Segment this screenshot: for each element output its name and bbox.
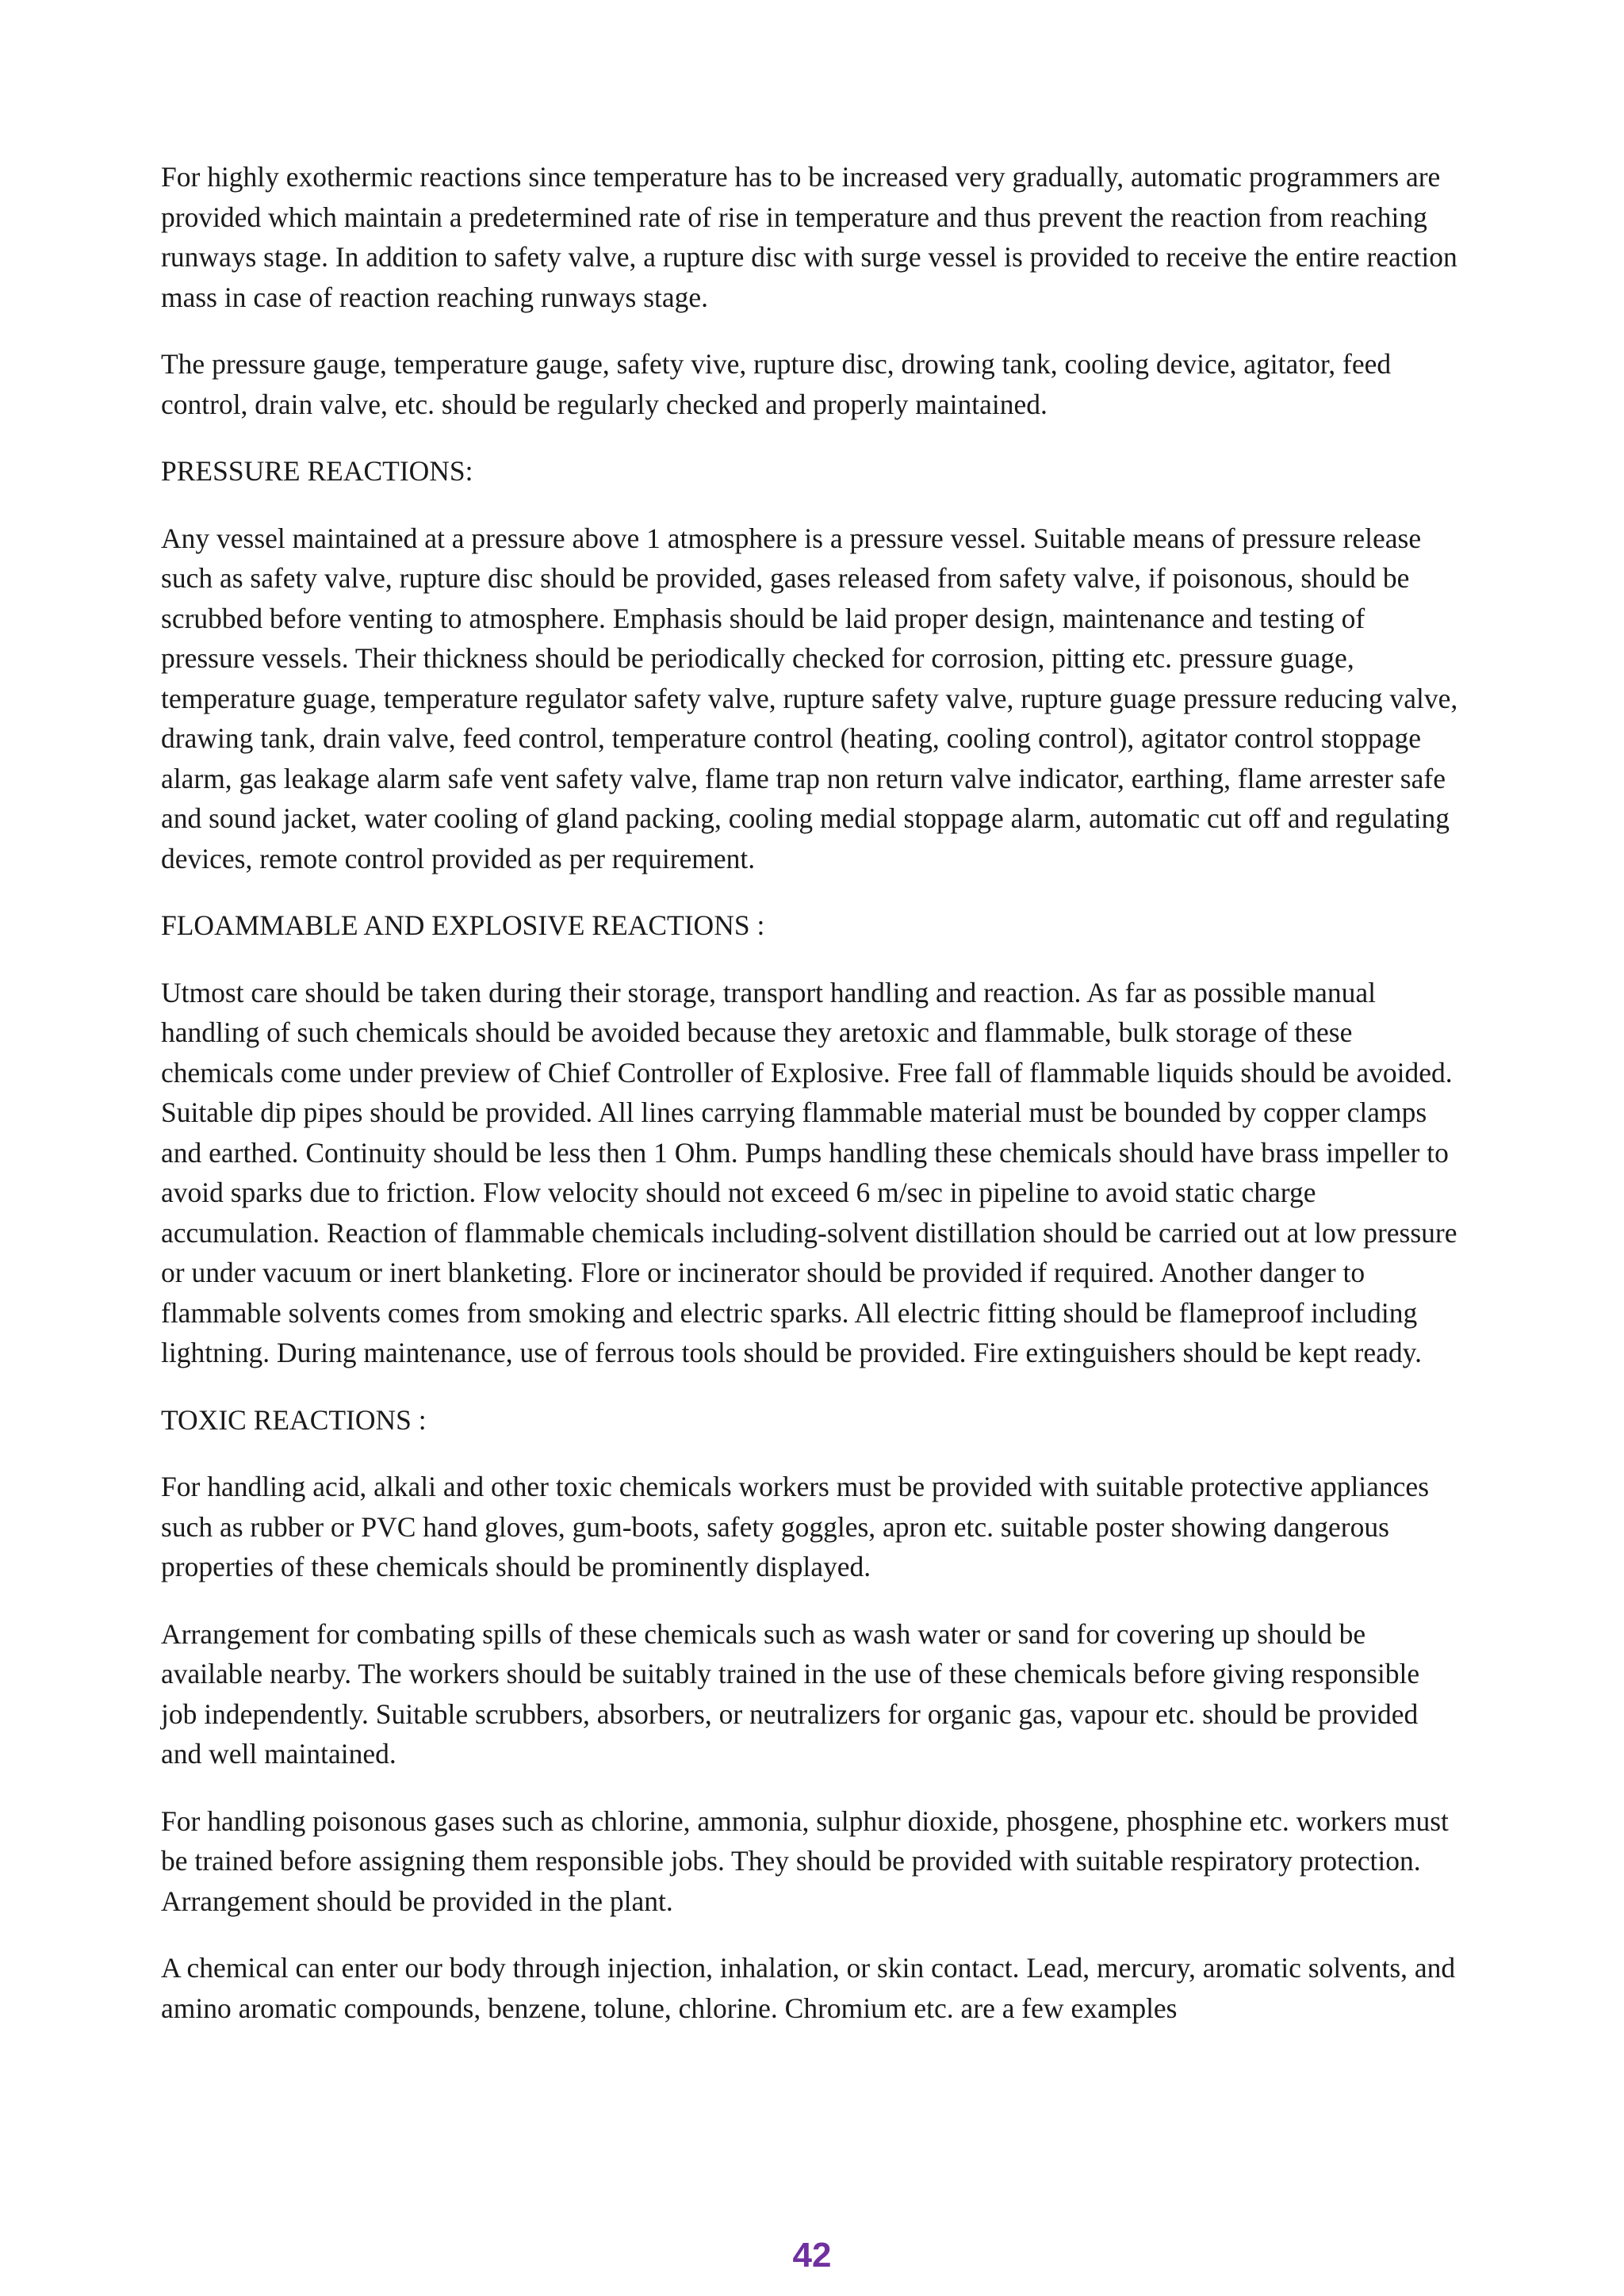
- document-body: [161, 157, 1461, 2055]
- paragraph-body-entry: A chemical can enter our body through injection, inhalation, or skin contact. Lead, mercury, aromatic solvents, and amino aromatic compounds, benzene, tolune, chlorine. Chromium etc. are a few examples: [161, 1952, 1456, 2024]
- paragraph-poisonous-gases: For handling poisonous gases such as chlorine, ammonia, sulphur dioxide, phosgene, phosphine etc. workers must be trained before assigning them responsible jobs. They should be provided with suitable respiratory protection. Arrangement should be provided in the plant.: [161, 1804, 1449, 1917]
- paragraph-exothermic: For highly exothermic reactions since temperature has to be increased very gradually, automatic programmers are provided which maintain a predetermined rate of rise in temperature and thus prevent the reaction from reaching runways stage. In addition to safety valve, a rupture disc with surge vessel is provided to receive the entire reaction mass in case of reaction reaching runways stage.: [161, 161, 1457, 313]
- paragraph-flammable-handling: Utmost care should be taken during their storage, transport handling and reaction. As far as possible manual handling of such chemicals should be avoided because they aretoxic and flammable, bulk storage of these chemicals come under preview of Chief Controller of Explosive. Free fall of flammable liquids should be avoided. Suitable dip pipes should be provided. All lines carrying flammable material must be bounded by copper clamps and earthed. Continuity should be less then 1 Ohm. Pumps handling these chemicals should have brass impeller to avoid sparks due to friction. Flow velocity should not exceed 6 m/sec in pipeline to avoid static charge accumulation. Reaction of flammable chemicals including-solvent distillation should be carried out at low pressure or under vacuum or inert blanketing. Flore or incinerator should be provided if required. Another danger to flammable solvents comes from smoking and electric sparks. All electric fitting should be flameproof including lightning. During maintenance, use of ferrous tools should be provided. Fire extinguishers should be kept ready.: [161, 976, 1457, 1368]
- heading-pressure-reactions: PRESSURE REACTIONS:: [161, 455, 473, 487]
- paragraph-pressure-vessel: Any vessel maintained at a pressure above 1 atmosphere is a pressure vessel. Suitable means of pressure release such as safety valve, rupture disc should be provided, gases released from safety valve, if poisonous, should be scrubbed before venting to atmosphere. Emphasis should be laid proper design, maintenance and testing of pressure vessels. Their thickness should be periodically checked for corrosion, pitting etc. pressure guage, temperature guage, temperature regulator safety valve, rupture safety valve, rupture guage pressure reducing valve, drawing tank, drain valve, feed control, temperature control (heating, cooling control), agitator control stoppage alarm, gas leakage alarm safe vent safety valve, flame trap non return valve indicator, earthing, flame arrester safe and sound jacket, water cooling of gland packing, cooling medial stoppage alarm, automatic cut off and regulating devices, remote control provided as per requirement.: [161, 522, 1458, 874]
- page-number: 42: [792, 2236, 832, 2275]
- heading-toxic-reactions: TOXIC REACTIONS :: [161, 1403, 427, 1436]
- paragraph-maintenance: The pressure gauge, temperature gauge, safety vive, rupture disc, drowing tank, cooling device, agitator, feed control, drain valve, etc. should be regularly checked and properly maintained.: [161, 348, 1392, 420]
- paragraph-toxic-protective: For handling acid, alkali and other toxic chemicals workers must be provided with suitable protective appliances such as rubber or PVC hand gloves, gum-boots, safety goggles, apron etc. suitable poster showing dangerous properties of these chemicals should be prominently displayed.: [161, 1471, 1430, 1582]
- paragraph-spills: Arrangement for combating spills of these chemicals such as wash water or sand for covering up should be available nearby. The workers should be suitably trained in the use of these chemicals before giving responsible job independently. Suitable scrubbers, absorbers, or neutralizers for organic gas, vapour etc. should be provided and well maintained.: [161, 1617, 1420, 1770]
- heading-flammable-explosive: FLOAMMABLE AND EXPLOSIVE REACTIONS :: [161, 909, 765, 941]
